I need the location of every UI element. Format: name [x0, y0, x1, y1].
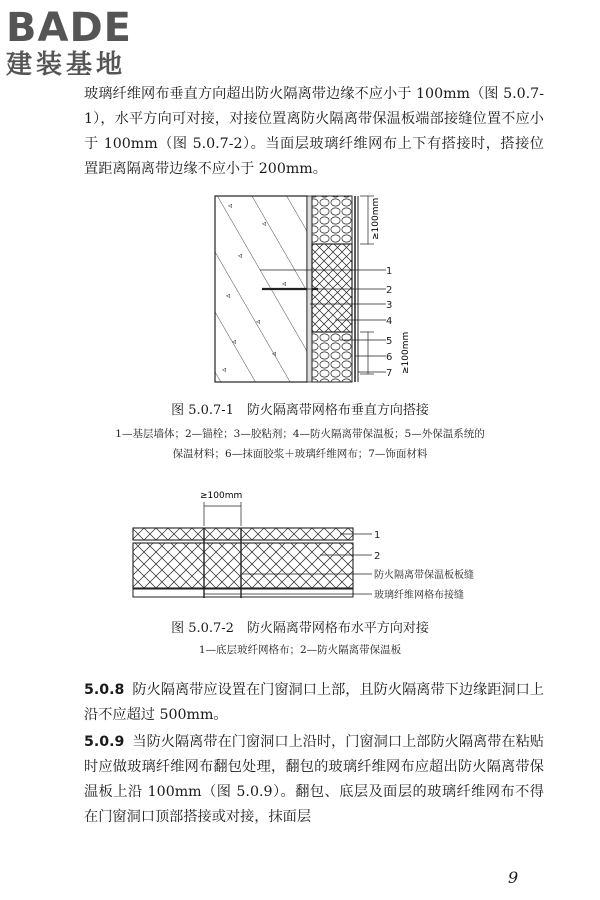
callout-7: 7 [386, 368, 393, 379]
svg-text:◃: ◃ [222, 365, 227, 374]
dimension-horizontal [200, 491, 242, 526]
callout-1: 1 [386, 266, 393, 277]
fire-barrier-board [312, 244, 352, 332]
figure2-labels [374, 530, 474, 601]
callout-6: 6 [386, 352, 393, 363]
dim-bottom-label: ≥100mm [401, 331, 411, 374]
figure1-legend-line2: 保温材料；6—抹面胶浆＋玻璃纤维网布；7—饰面材料 [172, 448, 428, 460]
svg-text:◃: ◃ [228, 201, 233, 210]
paragraph-mesh-overlap: 玻璃纤维网布垂直方向超出防火隔离带边缘不应小于 100mm（图 5.0.7-1），水平方向可对接，对接位置离防火隔离带保温板端部接缝位置不应小于 100mm（图 5.0.7-2）。当面层玻璃纤维网布上下有搭接时，搭接位置距离隔离带边缘不应小于 200mm。 [84, 86, 544, 177]
label-board-joint: 防火隔离带保温板板缝 [374, 570, 474, 581]
svg-text:◃: ◃ [262, 219, 267, 228]
fig2-callout-2: 2 [374, 551, 381, 562]
figure2-legend: 1—底层玻纤网格布；2—防火隔离带保温板 [198, 644, 402, 656]
section-5-0-9 [84, 730, 544, 830]
figure1-caption: 图 5.0.7-1 防火隔离带网格布垂直方向搭接 [171, 403, 429, 418]
dimension-top [360, 196, 381, 244]
callout-5: 5 [386, 336, 393, 347]
fire-barrier-board-horizontal [133, 543, 353, 588]
svg-text:◃: ◃ [238, 251, 243, 260]
section-number: 5.0.9 [84, 734, 125, 750]
mesh-band-bottom [133, 589, 353, 597]
svg-text:◃: ◃ [282, 279, 287, 288]
svg-text:◃: ◃ [232, 337, 237, 346]
callout-numbers [386, 266, 392, 379]
label-mesh-joint: 玻璃纤维网格布接缝 [374, 590, 464, 601]
svg-text:◃: ◃ [226, 291, 231, 300]
insulation-top [312, 196, 352, 244]
page-number: 9 [508, 868, 519, 887]
fig2-callout-1: 1 [374, 530, 381, 541]
section-text: 当防火隔离带在门窗洞口上沿时，门窗洞口上部防火隔离带在粘贴时应做玻璃纤维网布翻包处理，翻包的玻璃纤维网布应超出防火隔离带保温板上沿 100mm（图 5.0.9）。翻包、底层及面层的玻璃纤维网布不得在门窗洞口顶部搭接或对接，抹面层 [84, 734, 544, 825]
callout-3: 3 [386, 300, 393, 311]
mesh-band-top [133, 528, 353, 540]
section-5-0-8 [84, 678, 544, 728]
svg-text:◃: ◃ [256, 317, 261, 326]
svg-text:◃: ◃ [272, 349, 277, 358]
figure2-caption: 图 5.0.7-2 防火隔离带网格布水平方向对接 [171, 621, 429, 636]
callout-2: 2 [386, 285, 393, 296]
section-text: 防火隔离带应设置在门窗洞口上部，且防火隔离带下边缘距洞口上沿不应超过 500mm。 [84, 682, 544, 723]
insulation-bottom [312, 332, 352, 382]
dim-label: ≥100mm [200, 491, 243, 501]
callout-4: 4 [386, 316, 393, 327]
figure1-legend-line1: 1—基层墙体；2—锚栓；3—胶粘剂；4—防火隔离带保温板；5—外保温系统的 [115, 428, 485, 440]
section-number: 5.0.8 [84, 682, 125, 698]
logo-wordmark: BADE [6, 5, 132, 51]
dim-top-label: ≥100mm [371, 197, 381, 240]
figure2-drawing [133, 491, 474, 601]
figure1-drawing [215, 196, 411, 382]
logo-subtitle: 建装基地 [6, 50, 127, 80]
